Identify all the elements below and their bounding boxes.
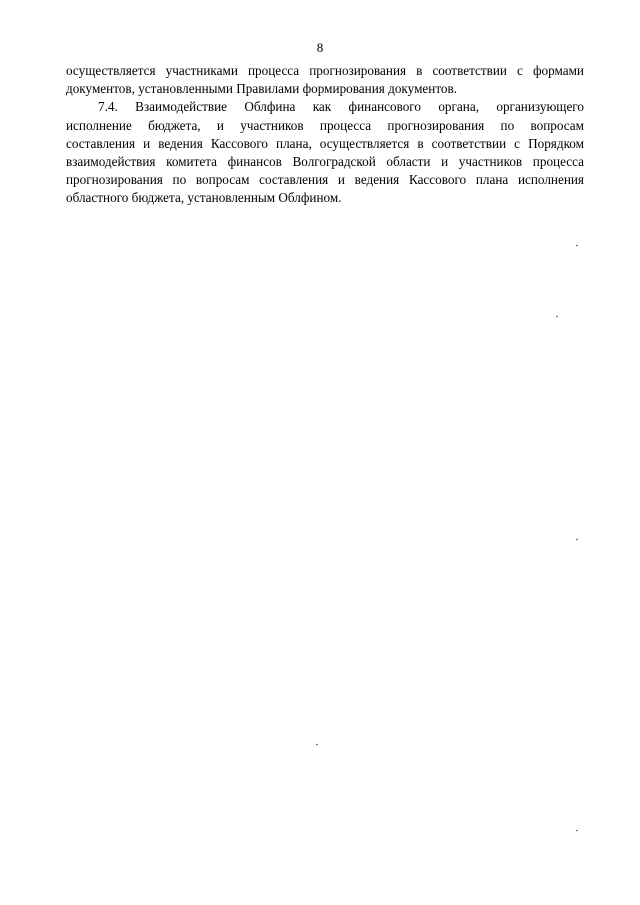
scan-speck	[556, 316, 558, 318]
paragraph-2-line-6: областного бюджета, установленным Облфином.	[66, 190, 342, 206]
document-body	[66, 62, 584, 208]
page-number: 8	[316, 40, 324, 55]
scan-speck	[576, 539, 578, 541]
paragraph-2-line-1: 7.4. Взаимодействие Облфина как финансового органа, организующего	[98, 99, 584, 115]
paragraph-2-line-3: составления и ведения Кассового плана, осуществляется в соответствии с Порядком	[66, 135, 584, 151]
paragraph-2-line-4: взаимодействия комитета финансов Волгоградской области и участников процесса	[66, 153, 584, 169]
paragraph-2-line-2: исполнение бюджета, и участников процесса прогнозирования по вопросам	[66, 117, 584, 133]
paragraph-1-line-1: осуществляется участниками процесса прогнозирования в соответствии с формами	[66, 63, 584, 78]
scan-speck	[316, 744, 318, 746]
scan-speck	[576, 830, 578, 832]
paragraph-2-line-5: прогнозирования по вопросам составления и ведения Кассового плана исполнения	[66, 172, 584, 188]
paragraph-1-line-2: документов, установленными Правилами формирования документов.	[66, 81, 458, 97]
scan-speck	[576, 245, 578, 247]
